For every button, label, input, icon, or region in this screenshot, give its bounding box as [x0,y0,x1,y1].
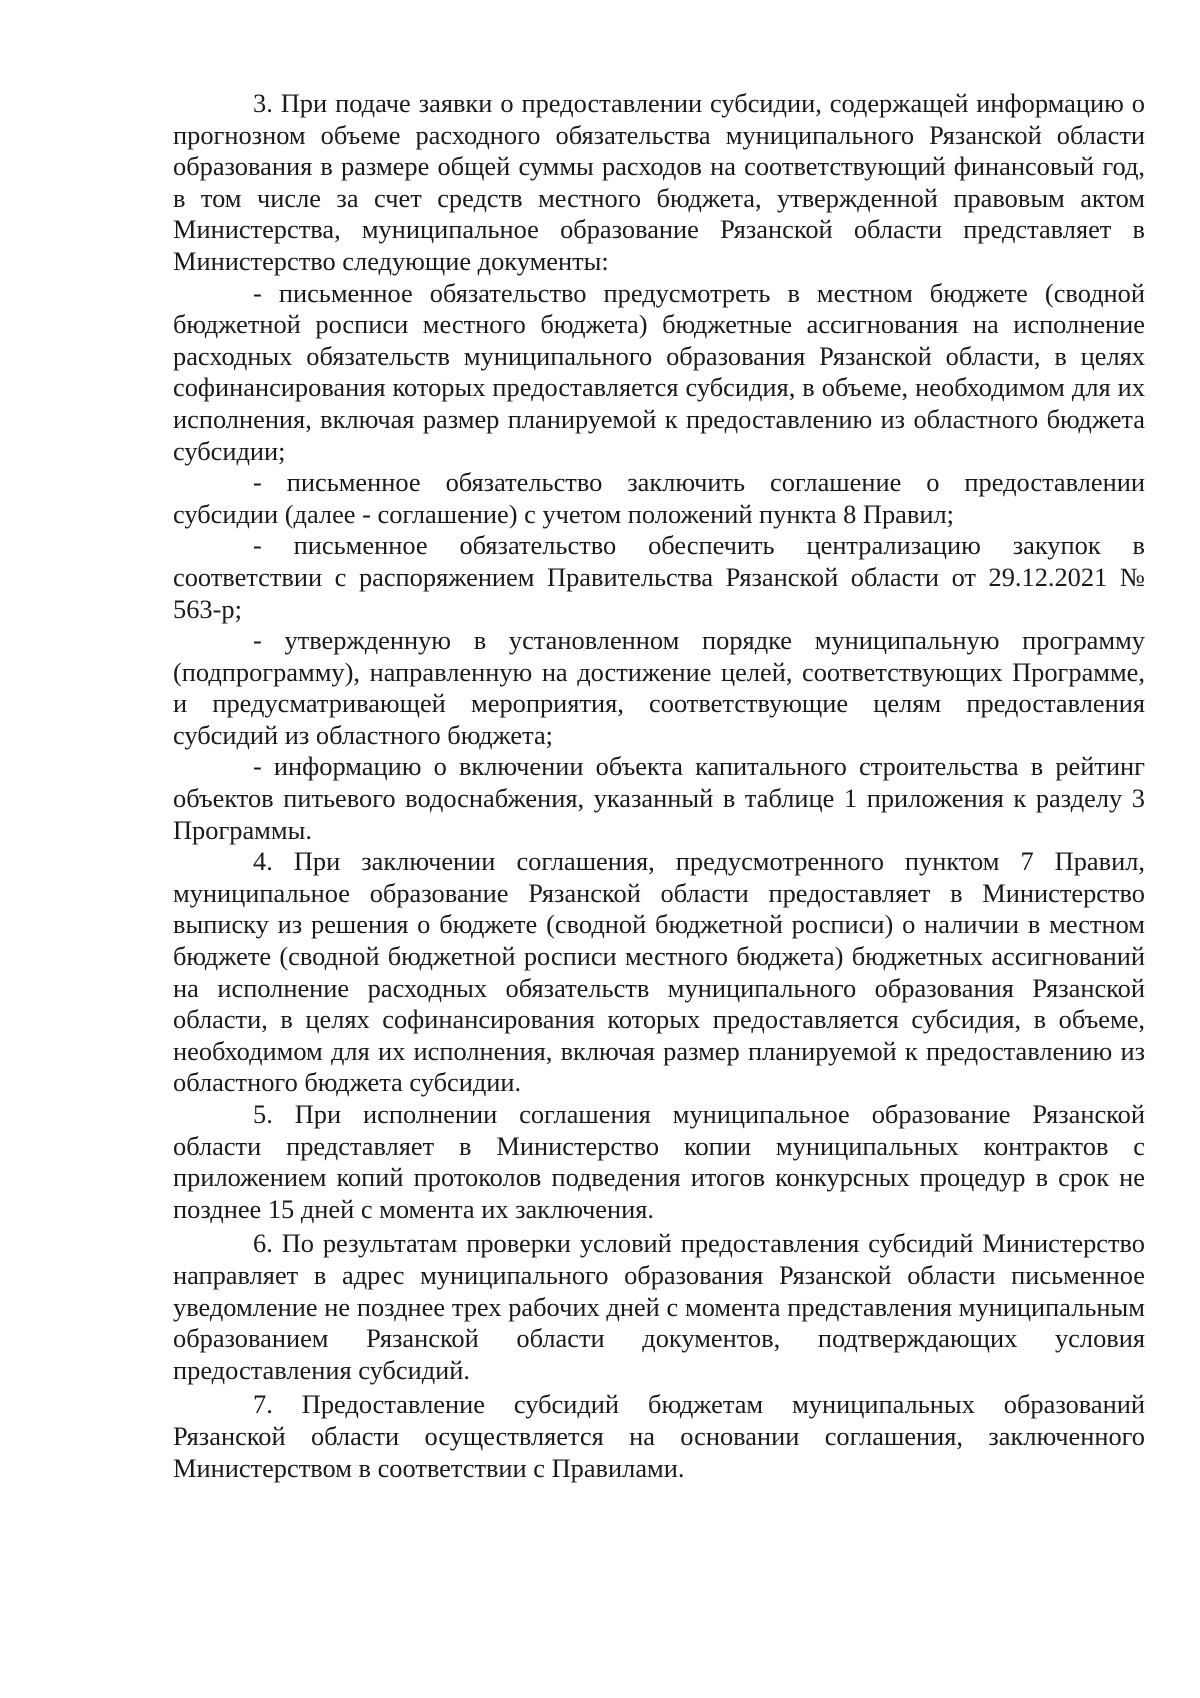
paragraph-item-5: 5. При исполнении соглашения муниципальное образование Рязанской области представляет в Министерство копии муниципальных контрактов с приложением копий протоколов подведения итогов конкурсных процедур в срок не позднее 15 дней с момента их заключения. [173,1099,1145,1224]
document-body [173,88,1145,1484]
paragraph-written-obligation-agreement: - письменное обязательство заключить соглашение о предоставлении субсидии (далее - соглашение) с учетом положений пункта 8 Правил; [173,467,1145,529]
paragraph-item-3: 3. При подаче заявки о предоставлении субсидии, содержащей информацию о прогнозном объеме расходного обязательства муниципального Рязанской области образования в размере общей суммы расходов на соответствующий финансовый год, в том числе за счет средств местного бюджета, утвержденной правовым актом Министерства, муниципальное образование Рязанской области представляет в Министерство следующие документы: [173,88,1145,276]
paragraph-rating-information: - информацию о включении объекта капитального строительства в рейтинг объектов питьевого водоснабжения, указанный в таблице 1 приложения к разделу 3 Программы. [173,751,1145,845]
paragraph-item-4: 4. При заключении соглашения, предусмотренного пунктом 7 Правил, муниципальное образование Рязанской области предоставляет в Министерство выписку из решения о бюджете (сводной бюджетной росписи) о наличии в местном бюджете (сводной бюджетной росписи местного бюджета) бюджетных ассигнований на исполнение расходных обязательств муниципального образования Рязанской области, в целях софинансирования которых предоставляется субсидия, в объеме, необходимом для их исполнения, включая размер планируемой к предоставлению из областного бюджета субсидии. [173,846,1145,1098]
paragraph-item-7: 7. Предоставление субсидий бюджетам муниципальных образований Рязанской области осуществляется на основании соглашения, заключенного Министерством в соответствии с Правилами. [173,1389,1145,1483]
paragraph-item-6: 6. По результатам проверки условий предоставления субсидий Министерство направляет в адрес муниципального образования Рязанской области письменное уведомление не позднее трех рабочих дней с момента представления муниципальным образованием Рязанской области документов, подтверждающих условия предоставления субсидий. [173,1228,1145,1385]
paragraph-written-obligation-budget: - письменное обязательство предусмотреть в местном бюджете (сводной бюджетной росписи местного бюджета) бюджетные ассигнования на исполнение расходных обязательств муниципального образования Рязанской области, в целях софинансирования которых предоставляется субсидия, в объеме, необходимом для их исполнения, включая размер планируемой к предоставлению из областного бюджета субсидии; [173,277,1145,466]
paragraph-municipal-program: - утвержденную в установленном порядке муниципальную программу (подпрограмму), направленную на достижение целей, соответствующих Программе, и предусматривающей мероприятия, соответствующие целям предоставления субсидий из областного бюджета; [173,625,1145,750]
paragraph-written-obligation-procurement: - письменное обязательство обеспечить централизацию закупок в соответствии с распоряжением Правительства Рязанской области от 29.12.2021 № 563-р; [173,530,1145,624]
